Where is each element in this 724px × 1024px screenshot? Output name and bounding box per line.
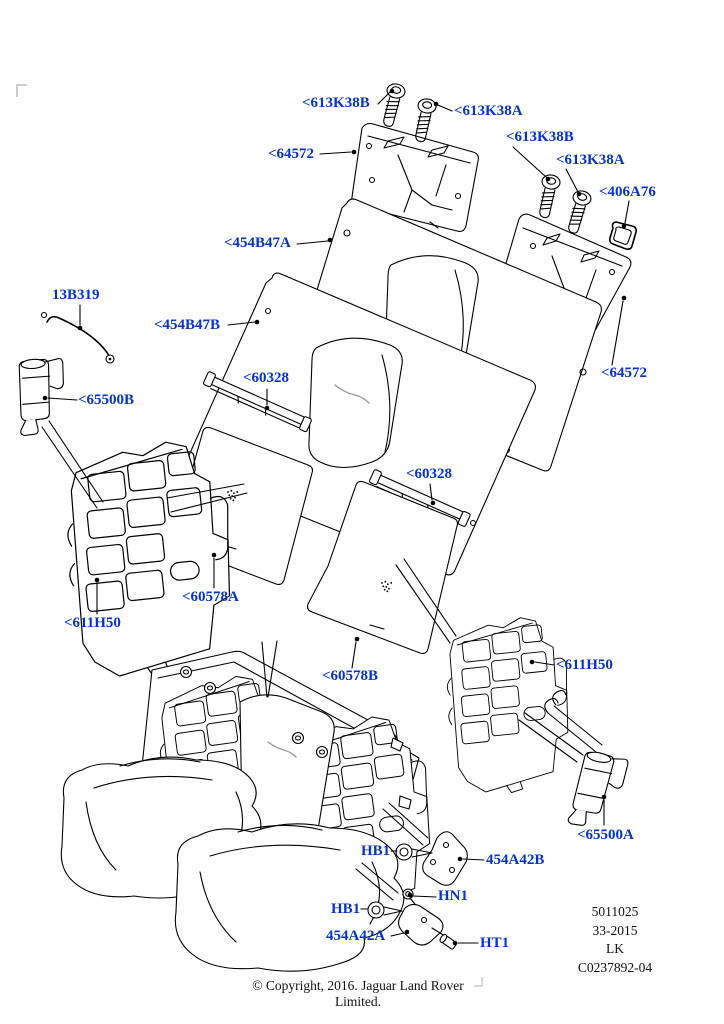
section-number: 33-2015 xyxy=(592,922,638,938)
part-link-611H50-right[interactable]: <611H50 xyxy=(556,657,613,673)
part-link-HB1-lower[interactable]: HB1 xyxy=(331,901,361,917)
market-code: LK xyxy=(606,941,624,956)
part-link-HB1-upper[interactable]: HB1 xyxy=(361,843,391,859)
part-link-13B319[interactable]: 13B319 xyxy=(52,287,100,303)
part-link-65500A[interactable]: <65500A xyxy=(577,827,634,843)
part-link-HN1[interactable]: HN1 xyxy=(438,888,468,904)
drawing-number: 5011025 xyxy=(591,904,639,919)
plate-corner-mark xyxy=(474,977,483,987)
copyright-notice: © Copyright, 2016. Jaguar Land Rover Limited. xyxy=(252,978,464,1009)
part-link-454A42B[interactable]: 454A42B xyxy=(486,852,545,868)
page-corner-mark xyxy=(16,84,27,97)
part-link-454A42A[interactable]: 454A42A xyxy=(326,928,386,944)
revision-code: C0237892-04 xyxy=(577,959,653,975)
part-link-60578A[interactable]: <60578A xyxy=(182,589,239,605)
part-link-406A76[interactable]: <406A76 xyxy=(599,184,656,200)
part-link-60328-lower[interactable]: <60328 xyxy=(406,466,453,482)
part-link-60578B[interactable]: <60578B xyxy=(322,668,379,684)
part-link-65500B[interactable]: <65500B xyxy=(78,392,135,408)
part-link-613K38A-top-left[interactable]: <613K38A xyxy=(454,103,523,119)
latch-frame-611H50-right xyxy=(439,613,579,798)
part-link-611H50-left[interactable]: <611H50 xyxy=(64,615,121,631)
part-link-64572-left[interactable]: <64572 xyxy=(268,146,315,162)
drawing-reference-block xyxy=(551,903,679,977)
part-link-454B47B[interactable]: <454B47B xyxy=(154,317,221,333)
part-link-454B47A[interactable]: <454B47A xyxy=(224,235,291,251)
part-link-60328-upper[interactable]: <60328 xyxy=(243,370,290,386)
part-link-HT1[interactable]: HT1 xyxy=(480,935,510,951)
part-link-613K38B-top-right[interactable]: <613K38B xyxy=(506,129,574,145)
part-link-613K38A-top-right[interactable]: <613K38A xyxy=(556,152,625,168)
seat-assembly-drawing xyxy=(61,651,444,971)
retractor-65500B-drawing xyxy=(14,356,65,438)
part-link-613K38B-top-left[interactable]: <613K38B xyxy=(302,95,370,111)
part-link-64572-right[interactable]: <64572 xyxy=(601,365,648,381)
cable-13B319-drawing xyxy=(42,313,115,364)
